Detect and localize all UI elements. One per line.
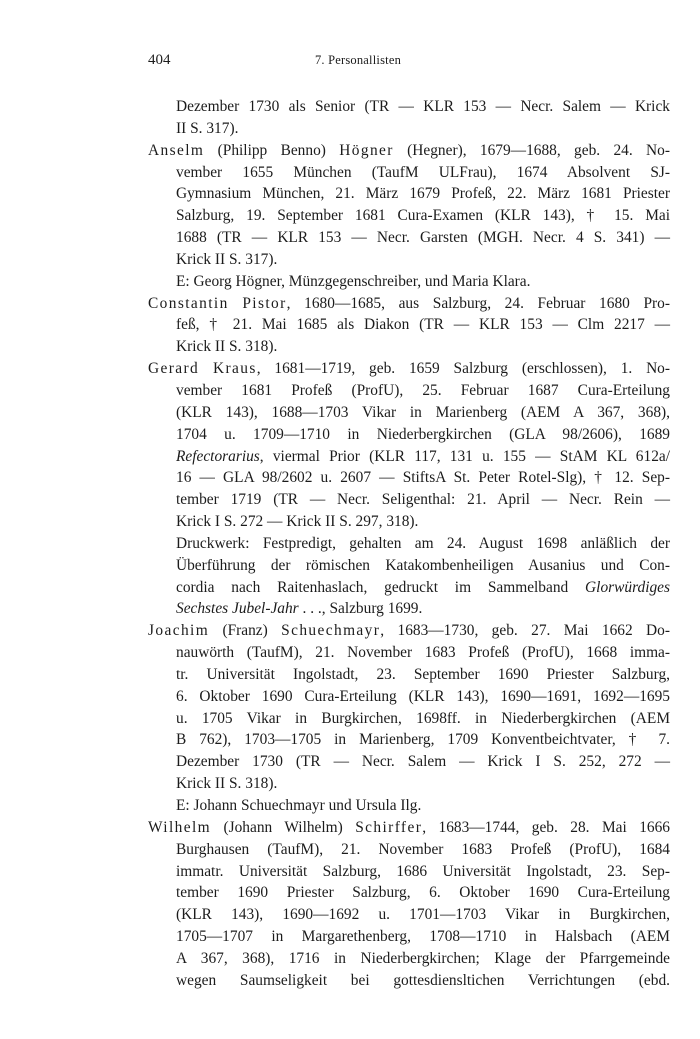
text-line: tember 1719 (TR — Necr. Seligenthal: 21. April — Necr. Rein — [176, 491, 670, 509]
text-line: 1705—1707 in Margarethenberg, 1708—1710 in Halsbach (AEM [176, 928, 670, 946]
entry-first-line: Constantin Pistor, 1680—1685, aus Salzburg, 24. Februar 1680 Pro- [148, 294, 670, 312]
text-line: vember 1655 München (TaufM ULFrau), 1674 Absolvent SJ- [176, 163, 670, 181]
text-line: Sechstes Jubel-Jahr . . ., Salzburg 1699. [176, 600, 423, 618]
text-line: Dezember 1730 (TR — Necr. Salem — Krick I S. 252, 272 — [176, 753, 670, 771]
text-line: tr. Universität Ingolstadt, 23. September 1690 Priester Salzburg, [176, 665, 670, 683]
text-line: vember 1681 Profeß (ProfU), 25. Februar 1687 Cura-Erteilung [176, 381, 670, 399]
text-line: Salzburg, 19. September 1681 Cura-Examen (KLR 143), † 15. Mai [176, 207, 670, 225]
running-head: 7. Personallisten [314, 53, 402, 67]
text-line: Krick I S. 272 — Krick II S. 297, 318). [176, 513, 419, 531]
entry-first-line: Gerard Kraus, 1681—1719, geb. 1659 Salzburg (erschlossen), 1. No- [148, 360, 670, 378]
text-line: Krick II S. 318). [176, 775, 278, 793]
text-line: Dezember 1730 als Senior (TR — KLR 153 — Necr. Salem — Krick [176, 98, 670, 115]
text-line: 1704 u. 1709—1710 in Niederbergkirchen (GLA 98/2606), 1689 [176, 425, 670, 443]
text-line: cordia nach Raitenhaslach, gedruckt im Sammelband Glorwürdiges [176, 578, 670, 596]
text-line: A 367, 368), 1716 in Niederbergkirchen; Klage der Pfarrgemeinde [176, 949, 670, 967]
text-line: Druckwerk: Festpredigt, gehalten am 24. August 1698 anläßlich der [176, 534, 670, 552]
body-text [148, 96, 670, 992]
text-line: B 762), 1703—1705 in Marienberg, 1709 Konventbeichtvater, † 7. [176, 731, 670, 749]
text-line: 1688 (TR — KLR 153 — Necr. Garsten (MGH. Necr. 4 S. 341) — [176, 229, 670, 247]
text-line: immatr. Universität Salzburg, 1686 Universität Ingolstadt, 23. Sep- [176, 862, 670, 880]
text-line: wegen Saumseligkeit bei gottesdiensltichen Verrichtungen (ebd. [176, 971, 670, 989]
text-line: E: Johann Schuechmayr und Ursula Ilg. [176, 797, 422, 814]
text-line: (KLR 143), 1688—1703 Vikar in Marienberg (AEM A 367, 368), [176, 403, 670, 421]
text-line: Überführung der römischen Katakombenheiligen Ausanius und Con- [176, 556, 670, 574]
text-line: Krick II S. 317). [176, 250, 278, 268]
text-line: nauwörth (TaufM), 21. November 1683 Profeß (ProfU), 1668 imma- [176, 644, 670, 662]
page-header [148, 52, 568, 74]
text-line: 6. Oktober 1690 Cura-Erteilung (KLR 143), 1690—1691, 1692—1695 [176, 687, 670, 705]
text-line: (KLR 143), 1690—1692 u. 1701—1703 Vikar in Burgkirchen, [176, 906, 670, 924]
text-line: Burghausen (TaufM), 21. November 1683 Profeß (ProfU), 1684 [176, 840, 670, 858]
text-line: u. 1705 Vikar in Burgkirchen, 1698ff. in Niederbergkirchen (AEM [176, 709, 670, 727]
text-line: Refectorarius, viermal Prior (KLR 117, 131 u. 155 — StAM KL 612a/ [176, 447, 670, 465]
text-line: tember 1690 Priester Salzburg, 6. Oktober 1690 Cura-Erteilung [176, 884, 670, 902]
entry-first-line: Wilhelm (Johann Wilhelm) Schirffer, 1683—1744, geb. 28. Mai 1666 [148, 818, 670, 836]
text-line: E: Georg Högner, Münzgegenschreiber, und Maria Klara. [176, 272, 531, 290]
page-number: 404 [148, 52, 171, 68]
text-line: Krick II S. 318). [176, 338, 278, 356]
text-line: II S. 317). [176, 119, 239, 137]
entry-first-line: Anselm (Philipp Benno) Högner (Hegner), 1679—1688, geb. 24. No- [148, 141, 670, 159]
text-line: feß, † 21. Mai 1685 als Diakon (TR — KLR 153 — Clm 2217 — [176, 316, 670, 334]
text-line: 16 — GLA 98/2602 u. 2607 — StiftsA St. Peter Rotel-Slg), † 12. Sep- [176, 469, 670, 487]
entry-first-line: Joachim (Franz) Schuechmayr, 1683—1730, geb. 27. Mai 1662 Do- [148, 622, 670, 640]
text-line: Gymnasium München, 21. März 1679 Profeß, 22. März 1681 Priester [176, 185, 670, 203]
